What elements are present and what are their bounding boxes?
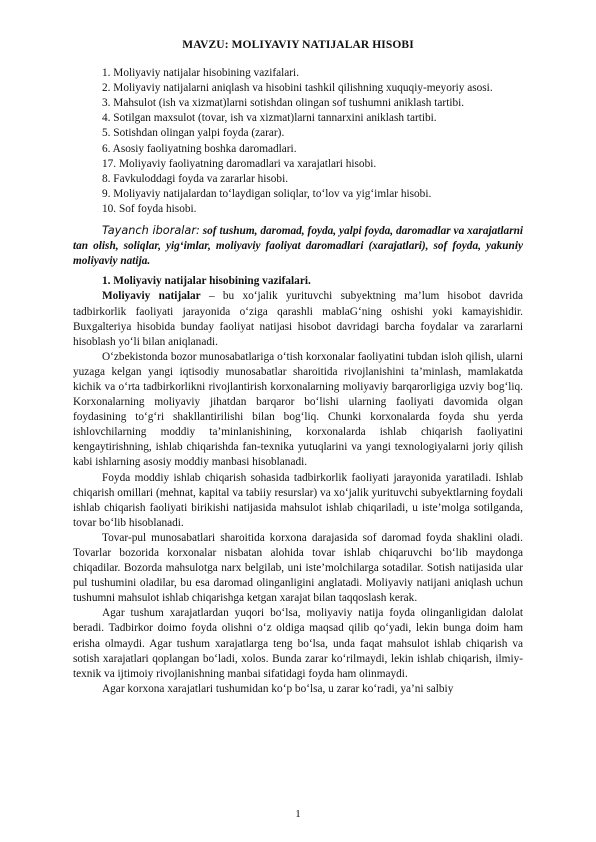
keywords-paragraph [73, 223, 523, 269]
keywords-label: Tayanch iboralar: [102, 224, 200, 238]
outline-item: 3. Mahsulot (ish va xizmat)larni sotishdan olingan sof tushumni aniklash tartibi. [102, 97, 465, 110]
outline-item: 4. Sotilgan maxsulot (tovar, ish va xizmat)larni tannarxini aniklash tartibi. [102, 112, 437, 125]
body-paragraph: Agar tushum xarajatlardan yuqori bo‘lsa, moliyaviy natija foyda olinganligidan dalolat beradi. Tadbirkor doimo foyda olishni o‘z oldiga maqsad qilib qo‘yadi, lekin bunga doim ham erisha olmaydi. Agar tushum xarajatlarga teng bo‘lsa, unda faqat mahsulot ishlab chiqarish va sotish xarajatlari qoplangan bo‘ladi, xolos. Bunda zarar ko‘rilmaydi, lekin ishlab chiqarish, ilmiy-texnik va ijtimoiy rivojlanishning manbai sifatidagi foyda ham olinmaydi. [73, 607, 523, 680]
outline-item: 6. Asosiy faoliyatning boshka daromadlari. [102, 142, 297, 155]
body-paragraph: Foyda moddiy ishlab chiqarish sohasida tadbirkorlik faoliyati jarayonida yaratiladi. Ishlab chiqarish omillari (mehnat, kapital va tabiiy resurslar) va xo‘jalik yurituvchi subyektlarning foydali ishlab chiqarish faoliyati birikishi natijasida mahsulot ishlab chiqariladi, u iste’molga sotilganda, tovar bo‘lib hisoblanadi. [73, 471, 523, 529]
outline-item: 2. Moliyaviy natijalarni aniqlash va hisobini tashkil qilishning xuquqiy-meyoriy asosi. [102, 82, 493, 95]
outline-item: 1. Moliyaviy natijalar hisobining vazifalari. [102, 67, 300, 80]
keywords-text: sof tushum, daromad, foyda, yalpi foyda, daromadlar va xarajatlarni tan olish, soliqlar, yig‘imlar, moliyaviy faoliyat daromadlari (xarajatlari), sof foyda, yakuniy moliyaviy natija. [73, 225, 524, 268]
body-paragraph: Tovar-pul munosabatlari sharoitida korxona darajasida sof daromad foyda shaklini oladi. Tovarlar bozorida korxonalar nisbatan alohida tovar ishlab chiqaruvchi bo‘lib maydonga chiqadilar. Bozorda mahsulotga narx belgilab, uni iste’molchilarga sotadilar. Sotish natijasida ular pul tushumini oladilar, bu esa daromad olinganligini anglatadi. Moliyaviy natijani aniqlash uchun tushumni mahsulot ishlab chiqarishga ketgan xarajat bilan taqqoslash kerak. [73, 531, 523, 605]
document-page [73, 38, 523, 697]
body-paragraph: O‘zbekistonda bozor munosabatlariga o‘tish korxonalar faoliyatini tubdan isloh qilish, ularni yuzaga kelgan yangi iqtisodiy munosabatlar sharoitida rivojlanishini ta’minlash, mamlakatda kichik va o‘rta tadbirkorlikni rivojlantirish korxonalarning moliyaviy barqarorligiga uzviy bog‘liq. Korxonalarning moliyaviy jihatdan barqaror bo‘lishi ularning faoliyati davomida olgan foydasining to‘g‘ri shakllantirilishi bilan bog‘liq. Chunki korxonalarda foyda shu yerda ishlovchilarning moddiy ta’minlanishining, korxonalarda ishlab chiqarish faoliyatini kengaytirishning, ishlab chiqarishda fan-texnika yutuqlarini va yangi texnologiyalarni joriy qilish kabi ishlarning asosiy moddiy manbasi hisoblanadi. [73, 350, 523, 469]
outline-item: 17. Moliyaviy faoliyatning daromadlari va xarajatlari hisobi. [102, 157, 377, 170]
outline-item: 9. Moliyaviy natijalardan to‘laydigan soliqlar, to‘lov va yig‘imlar hisobi. [102, 187, 432, 200]
body-paragraph: Agar korxona xarajatlari tushumidan ko‘p bo‘lsa, u zarar ko‘radi, ya’ni salbiy [102, 682, 454, 695]
section-heading: 1. Moliyaviy natijalar hisobining vazifalari. [102, 275, 311, 288]
outline-item: 10. Sof foyda hisobi. [102, 202, 197, 215]
term-highlight: Moliyaviy natijalar [102, 290, 201, 303]
paragraph-text: – bu xo‘jalik yurituvchi subyektning ma’lum hisobot davrida tadbirkorlik faoliyati jarayonida o‘ziga qarashli mablaG‘ning oshishi yoki kamayishidir. Buxgalteriya hisobida bunday faoliyat natijasi hisobot davridagi barcha foydalar va zararlarni hisoblash yo‘li bilan aniqlanadi. [73, 290, 523, 348]
outline-item: 8. Favkuloddagi foyda va zararlar hisobi. [102, 172, 289, 185]
topic-outline [73, 66, 523, 217]
body-paragraph [73, 289, 523, 349]
document-title: MAVZU: MOLIYAVIY NATIJALAR HISOBI [182, 39, 414, 51]
outline-item: 5. Sotishdan olingan yalpi foyda (zarar). [102, 127, 285, 140]
page-number: 1 [295, 808, 301, 820]
